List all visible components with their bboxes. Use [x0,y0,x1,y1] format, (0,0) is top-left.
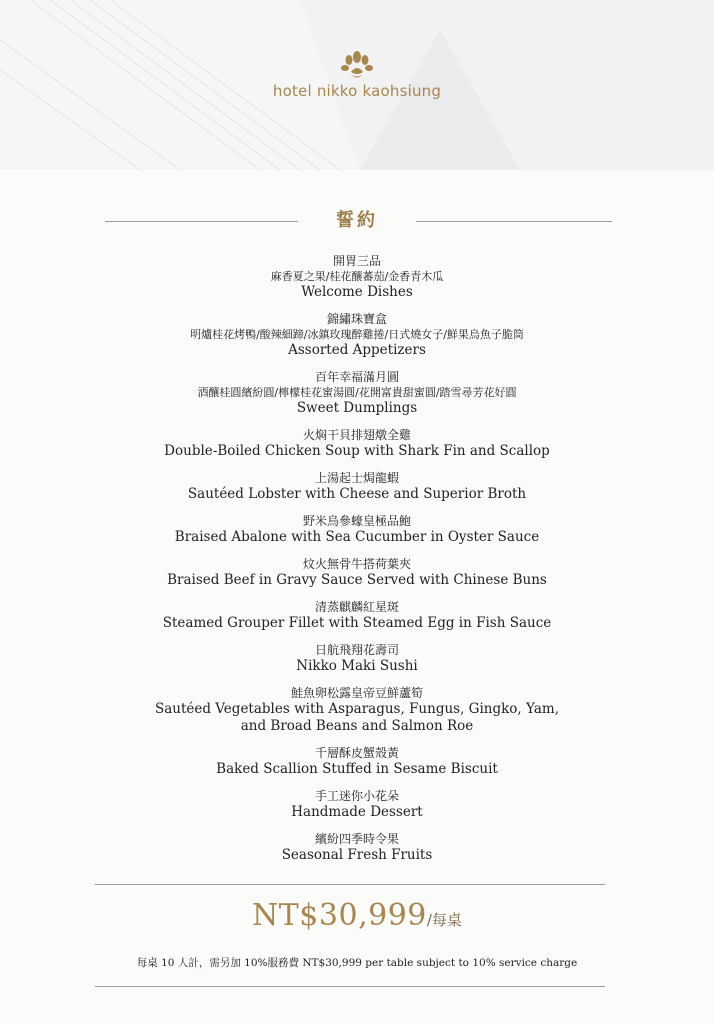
course-name-en: Braised Beef in Gravy Sauce Served with Chinese Buns [167,572,547,588]
course-name-en: Seasonal Fresh Fruits [281,847,433,863]
course-item [0,556,714,589]
course-name-zh: 繽紛四季時令果 [314,832,399,846]
title-divider-right [416,221,612,222]
price-block [0,898,714,933]
price-amount: NT$30,999 [252,898,427,933]
course-name-zh: 野米烏參蠔皇極品鮑 [302,514,411,528]
course-name-zh: 上湯起士焗龍蝦 [314,471,399,485]
course-item [0,470,714,503]
course-name-en: Sautéed Vegetables with Asparagus, Fungus, Gingko, Yam, [154,701,560,717]
course-detail-zh: 酒釀桂圓繽紛圓/檸檬桂花蜜湯圓/花開富貴甜蜜圓/踏雪尋芳花好圓 [197,386,517,399]
price-divider-bottom [95,986,605,987]
price-divider-top [95,884,605,885]
course-name-en-line2: and Broad Beans and Salmon Roe [240,718,474,734]
course-name-en: Double-Boiled Chicken Soup with Shark Fin and Scallop [164,443,550,459]
hotel-logo [0,50,714,100]
course-item [0,599,714,632]
course-name-zh: 鮭魚卵松露皇帝豆鮮蘆筍 [290,686,423,700]
price-unit: /每桌 [426,911,462,929]
course-name-zh: 炆火無骨牛搭荷葉夾 [302,557,411,571]
course-item [0,788,714,821]
course-detail-zh: 明爐桂花烤鴨/酸辣細蹄/冰鎮玫瑰醉雞捲/日式燒女子/鮮果烏魚子脆筒 [190,328,524,341]
course-name-zh: 手工迷你小花朵 [314,789,399,803]
hotel-name: hotel nikko kaohsiung [272,82,442,100]
service-charge-note: 每桌 10 人計，需另加 10%服務費 NT$30,999 per table subject to 10% service charge [136,957,578,969]
course-name-zh: 開胃三品 [332,254,381,268]
course-name-zh: 千層酥皮蟹殼黃 [314,746,399,760]
course-item [0,253,714,301]
course-detail-zh: 麻香夏之果/桂花釀蕃茄/金香青木瓜 [270,270,444,283]
course-item [0,311,714,359]
course-name-en: Steamed Grouper Fillet with Steamed Egg in Fish Sauce [162,615,552,631]
course-name-zh: 日航飛翔花壽司 [314,643,399,657]
course-item [0,513,714,546]
menu-title: 誓約 [336,210,378,231]
course-name-en: Sweet Dumplings [296,400,418,416]
course-item [0,685,714,735]
course-name-zh: 錦繡珠寶盒 [326,312,387,326]
course-item [0,427,714,460]
course-name-zh: 百年幸福滿月圓 [314,370,399,384]
course-name-en: Baked Scallion Stuffed in Sesame Biscuit [216,761,498,777]
course-name-en: Braised Abalone with Sea Cucumber in Oyster Sauce [174,529,540,545]
course-item [0,745,714,778]
course-list [0,253,714,874]
course-name-en: Handmade Dessert [291,804,423,820]
nikko-flower-icon [340,50,374,80]
course-item [0,831,714,864]
menu-title-row [0,204,714,234]
course-name-en: Nikko Maki Sushi [296,658,418,674]
course-item [0,369,714,417]
course-name-en: Assorted Appetizers [288,342,426,358]
course-name-zh: 清蒸麒麟紅星斑 [314,600,399,614]
course-item [0,642,714,675]
course-name-en: Sautéed Lobster with Cheese and Superior Broth [187,486,527,502]
course-name-en: Welcome Dishes [301,284,413,300]
course-name-zh: 火焖干貝排翅燉全雞 [302,428,411,442]
